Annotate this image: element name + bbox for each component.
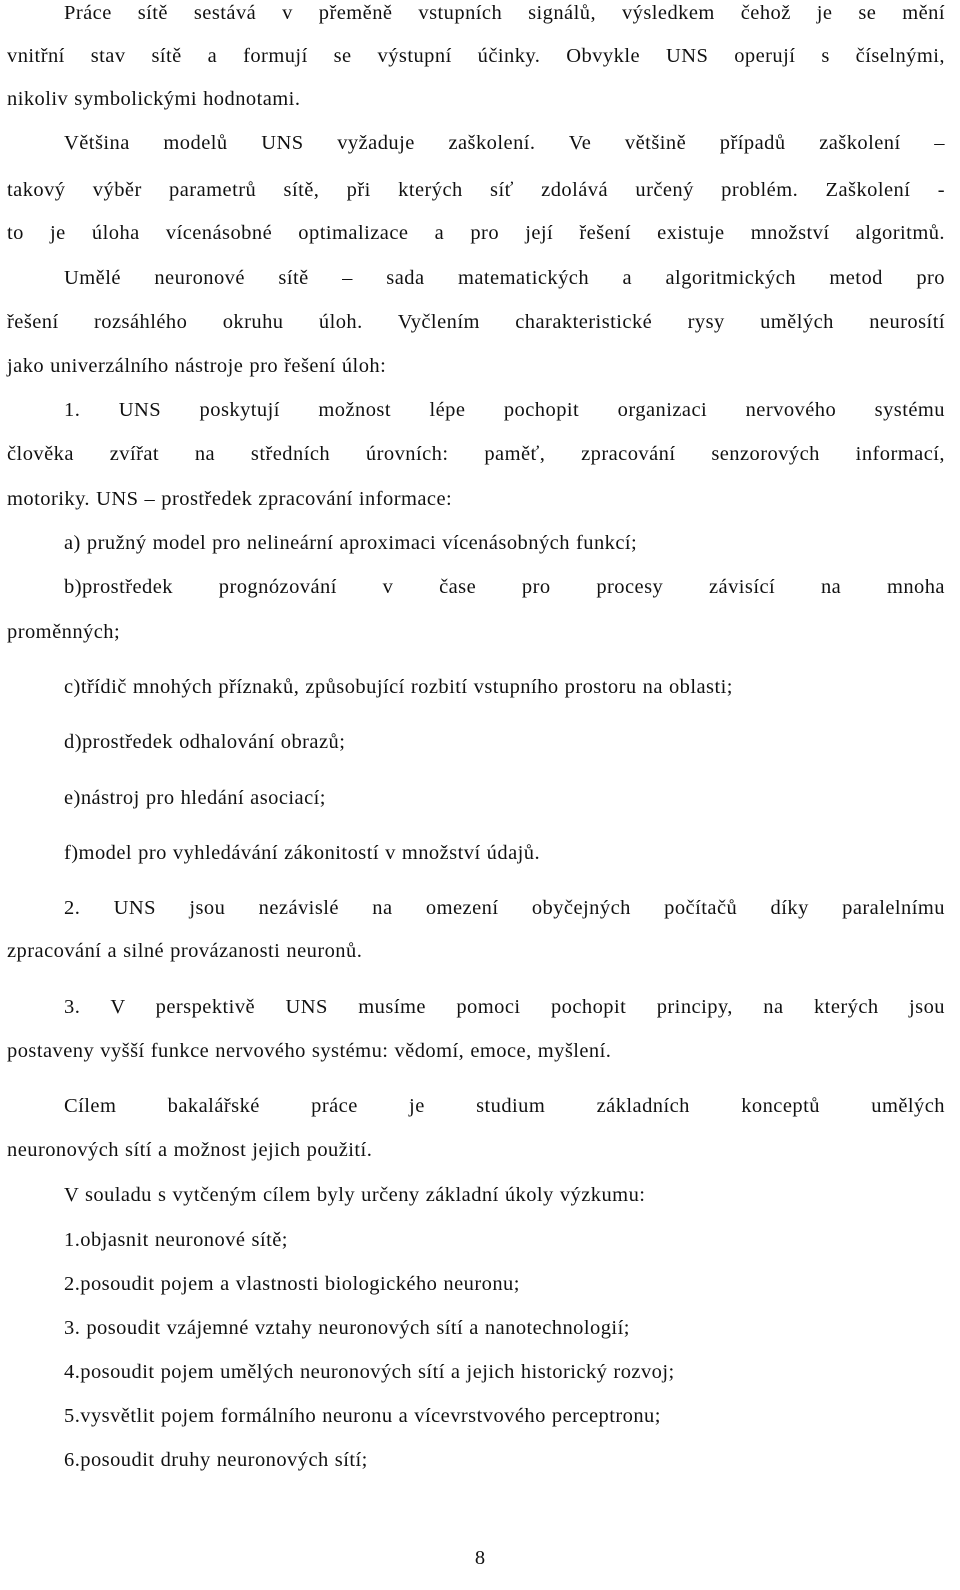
- list-item: 2.posoudit pojem a vlastnosti biologického neuronu;: [64, 1273, 520, 1295]
- page-number: 8: [474, 1547, 486, 1569]
- text-line: Většina modelů UNS vyžaduje zaškolení. Ve většině případů zaškolení –: [64, 133, 945, 154]
- text-line: člověka zvířat na středních úrovních: paměť, zpracování senzorových informací,: [7, 444, 945, 465]
- text-line: 2. UNS jsou nezávislé na omezení obyčejných počítačů díky paralelnímu: [64, 898, 945, 919]
- text-line: motoriky. UNS – prostředek zpracování informace:: [7, 488, 453, 510]
- text-line: řešení rozsáhlého okruhu úloh. Vyčlením charakteristické rysy umělých neurosítí: [7, 312, 945, 333]
- list-item: 5.vysvětlit pojem formálního neuronu a vícevrstvového perceptronu;: [64, 1405, 661, 1427]
- list-item: e)nástroj pro hledání asociací;: [64, 787, 326, 809]
- text-line: 1. UNS poskytují možnost lépe pochopit organizaci nervového systému: [64, 400, 945, 421]
- list-item: c)třídič mnohých příznaků, způsobující rozbití vstupního prostoru na oblasti;: [64, 676, 733, 698]
- text-line: Cílem bakalářské práce je studium základních konceptů umělých: [64, 1096, 945, 1117]
- list-item: 3. posoudit vzájemné vztahy neuronových sítí a nanotechnologií;: [64, 1317, 630, 1339]
- text-line: zpracování a silné provázanosti neuronů.: [7, 940, 363, 962]
- list-item: b)prostředek prognózování v čase pro procesy závisící na mnoha: [64, 577, 945, 598]
- list-item: d)prostředek odhalování obrazů;: [64, 731, 346, 753]
- text-line: proměnných;: [7, 621, 121, 643]
- text-line: to je úloha vícenásobné optimalizace a pro její řešení existuje množství algoritmů.: [7, 223, 945, 244]
- text-line: Práce sítě sestává v přeměně vstupních signálů, výsledkem čehož je se mění: [64, 3, 945, 24]
- text-line: V souladu s vytčeným cílem byly určeny základní úkoly výzkumu:: [64, 1184, 646, 1206]
- text-line: postaveny vyšší funkce nervového systému: vědomí, emoce, myšlení.: [7, 1040, 612, 1062]
- list-item: 1.objasnit neuronové sítě;: [64, 1229, 288, 1251]
- text-line: takový výběr parametrů sítě, při kterých síť zdolává určený problém. Zaškolení -: [7, 180, 945, 201]
- text-line: Umělé neuronové sítě – sada matematických a algoritmických metod pro: [64, 268, 945, 289]
- text-line: nikoliv symbolickými hodnotami.: [7, 88, 301, 110]
- list-item: 4.posoudit pojem umělých neuronových sítí a jejich historický rozvoj;: [64, 1361, 675, 1383]
- list-item: 6.posoudit druhy neuronových sítí;: [64, 1449, 368, 1471]
- text-line: vnitřní stav sítě a formují se výstupní účinky. Obvykle UNS operují s číselnými,: [7, 46, 945, 67]
- text-line: jako univerzálního nástroje pro řešení úloh:: [7, 355, 387, 377]
- list-item: a) pružný model pro nelineární aproximaci vícenásobných funkcí;: [64, 532, 638, 554]
- list-item: f)model pro vyhledávání zákonitostí v množství údajů.: [64, 842, 541, 864]
- text-line: 3. V perspektivě UNS musíme pomoci pochopit principy, na kterých jsou: [64, 997, 945, 1018]
- text-line: neuronových sítí a možnost jejich použití.: [7, 1139, 373, 1161]
